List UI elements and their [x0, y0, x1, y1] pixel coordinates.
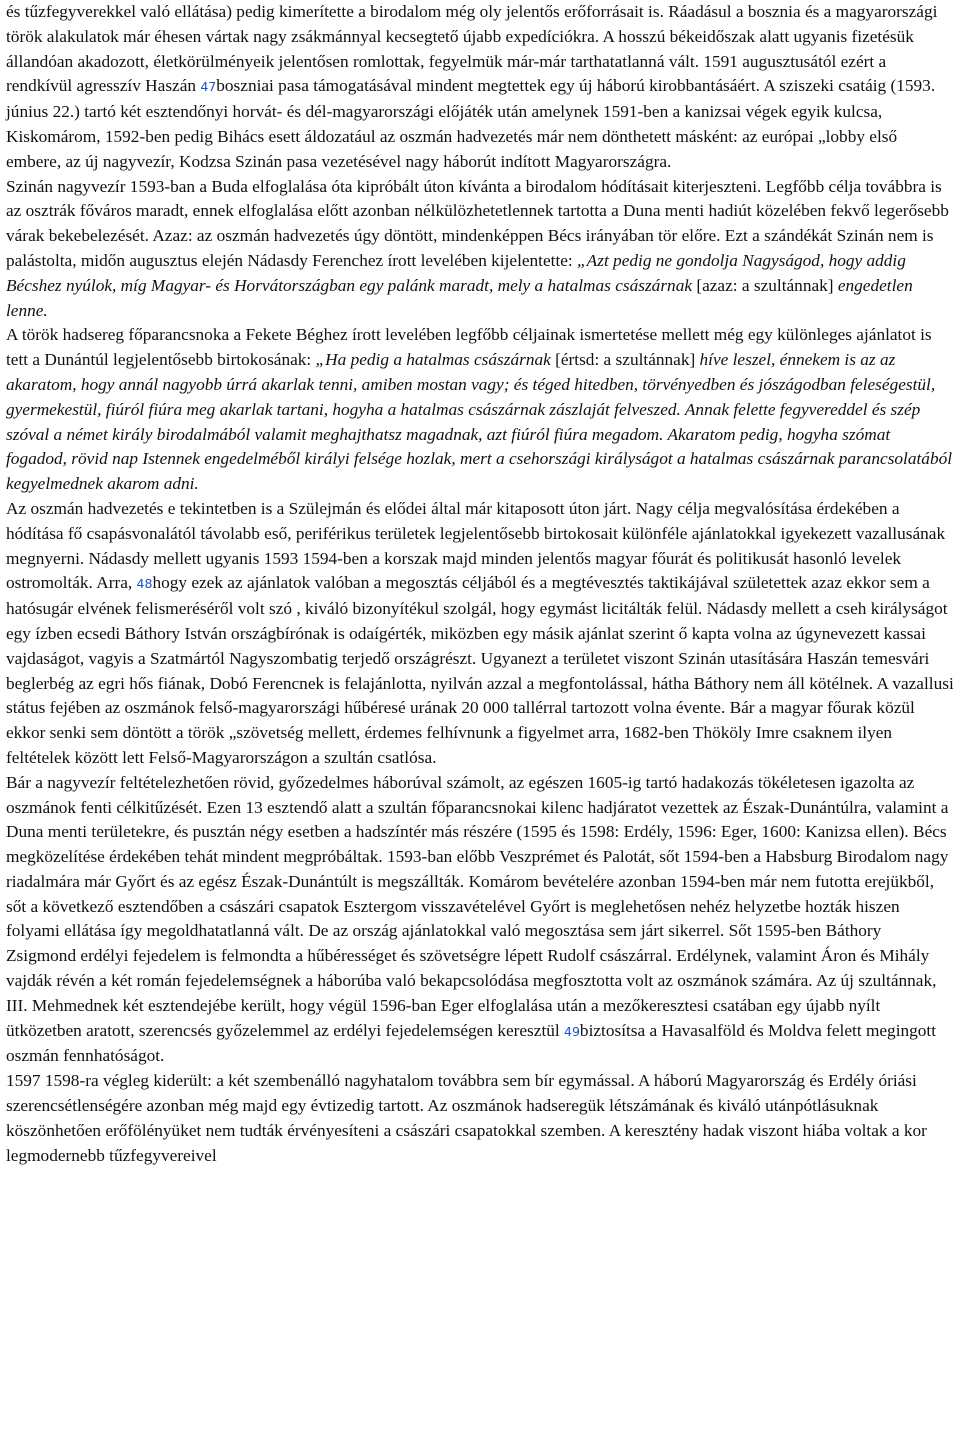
paragraph — [6, 0, 954, 175]
quoted-text: híve leszel, énnekem is az az akaratom, hogy annál nagyobb úrrá akarlak tenni, amiben mostan vagy; és téged hitedben, törvényedben és jószágodban feleségestül, gyermekestül, fiúról fiúra meg akarlak tartani, hogyha a hatalmas császárnak zászlaját felveszed. Annak felette fegyvereddel és szép szóval a német király birodalmából valamit meghajthatsz magadnak, azt fiúról fiúra megadom. Akaratom pedig, hogyha szómat fogadod, rövid nap Istennek engedelméből királyi felsége hozlak, mert a csehországi királyságot a hatalmas császárnak parancsolatából kegyelmednek akarom adni. — [6, 350, 953, 494]
body-text: Az oszmán hadvezetés e tekintetben is a Szülejmán és elődei által már kitaposott úton járt. Nagy célja megvalósítása érdekében a hódítása fő csapásvonalától távolabb eső, periférikus területek legjelentősebb birtokosait különféle ajánlatokkal igyekezett vazallusának megnyerni. Nádasdy mellett ugyanis 1593 1594-ben a korszak majd minden jelentős magyar főurát és politikusát hasonló levelek ostromolták. Arra, — [6, 498, 946, 593]
quoted-text: engedetlen lenne. — [6, 275, 913, 320]
quoted-text: „Azt pedig ne gondolja Nagyságod, hogy addig Bécshez nyúlok, míg Magyar- és Horvátországban egy palánk maradt, mely a hatalmas császárnak — [6, 250, 906, 295]
body-text: [értsd: a szultánnak] — [555, 350, 700, 370]
body-text: hogy ezek az ajánlatok valóban a megosztás céljából és a megtévesztés taktikájával születettek azaz ekkor sem a hatósugár elvének felismeréséről volt szó , kiváló bizonyítékul szolgál, hogy egymást licitálták felül. Nádasdy mellett a cseh királyságot egy ízben ecsedi Báthory István országbírónak is odaígérték, miközben egy másik ajánlat szerint ő kapta volna az úgynevezett kassai vajdaságot, vagyis a Szatmártól Nagyszombatig terjedő országrészt. Ugyanezt a területet viszont Szinán utasítására Haszán temesvári beglerbég az egri hős fiának, Dobó Ferencnek is felajánlotta, nyilván azzal a megfontolással, hátha Báthory nem áll kötélnek. A vazallusi státus fejében az oszmánok felső-magyarországi hűbéresé urának 20 000 tallérral tartozott volna évente. Bár a magyar főurak közül ekkor senki sem döntött a török „szövetség mellett, érdemes felhívnunk a figyelmet arra, 1682-ben Thököly Imre csaknem ilyen feltételek között lett Felső-Magyarországon a szultán csatlósa. — [6, 573, 954, 767]
body-text: Szinán nagyvezír 1593-ban a Buda elfoglalása óta kipróbált úton kívánta a birodalom hódításait kiterjeszteni. Legfőbb célja továbbra is az osztrák főváros maradt, ennek elfoglalása előtt azonban nélkülözhetetlennek tartotta a Duna menti hadiút közelében fekvő legerősebb várak bekebelezését. Azaz: az oszmán hadvezetés úgy döntött, mindenképpen Bécs irányában tör előre. Ezt a szándékát Szinán nem is palástolta, midőn augusztus elején Nádasdy Ferenchez írott levelében kijelentette: — [6, 176, 949, 270]
body-text: és tűzfegyverekkel való ellátása) pedig kimerítette a birodalom még oly jelentős erőforrásait is. Ráadásul a bosznia és a magyarországi török alakulatok már éhesen vártak nagy zsákmánnyal kecsegtető újabb expedíciókra. A hosszú békeidőszak alatt ugyanis fizetésük állandóan akadozott, életkörülményeik jelentősen romlottak, fegyelmük már-már tarthatatlanná vált. 1591 augusztusától ezért a rendkívül agresszív Haszán — [6, 2, 938, 96]
paragraph — [6, 323, 954, 497]
paragraph — [6, 1069, 954, 1168]
paragraph — [6, 497, 954, 771]
paragraph — [6, 771, 954, 1070]
body-text: 1597 1598-ra végleg kiderült: a két szembenálló nagyhatalom továbbra sem bír egymással. A háború Magyarország és Erdély óriási szerencsétlenségére azonban még majd egy évtizedig tartott. Az oszmánok hadseregük létszámának és kiváló utánpótlásuknak köszönhetően erőfölényüket nem tudták érvényesíteni a császári csapatokkal szemben. A keresztény hadak viszont hiába voltak a kor legmodernebb tűzfegyvereivel — [6, 1071, 927, 1165]
paragraph — [6, 175, 954, 324]
body-text: boszniai pasa támogatásával mindent megtettek egy új háború kirobbantásáért. A sziszeki csatáig (1593. június 22.) tartó két esztendőnyi horvát- és dél-magyarországi előjáték után amelynek 1591-ben a kanizsai végek egyik kulcsa, Kiskomárom, 1592-ben pedig Bihács esett áldozatául az oszmán hadvezetés már nem dönthetett másként: az európai „lobby első embere, az új nagyvezír, Kodzsa Szinán pasa vezetésével nagy háborút indított Magyarországra. — [6, 76, 936, 171]
body-text: Bár a nagyvezír feltételezhetően rövid, győzedelmes háborúval számolt, az egészen 1605-ig tartó hadakozás tökéletesen igazolta az oszmánok fenti célkitűzését. Ezen 13 esztendő alatt a szultán főparancsnokai kilenc hadjáratot vezettek az Észak-Dunántúlra, valamint a Duna menti területekre, és pusztán négy esetben a hadszíntér más részére (1595 és 1598: Erdély, 1596: Eger, 1600: Kanizsa ellen). Bécs megközelítése érdekében tehát mindent megpróbáltak. 1593-ban előbb Veszprémet és Palotát, sőt 1594-ben a Habsburg Birodalom nagy riadalmára már Győrt és az egész Észak-Dunántúlt is megszállták. Komárom bevételére azonban 1594-ben már nem futotta erejükből, sőt a következő esztendőben a császári csapatok Esztergom visszavételével Győrt is meglehetősen nehéz helyzetbe hozták hiszen folyami ellátása így megoldhatatlanná vált. De az ország ajánlatokkal való megosztása sem járt sikerrel. Sőt 1595-ben Báthory Zsigmond erdélyi fejedelem is felmondta a hűbérességet és szövetségre lépett Rudolf császárral. Erdélynek, valamint Áron és Mihály vajdák révén a két román fejedelemségnek a háborúba való bekapcsolódása megfosztotta volt az oszmánok számára. Az új szultánnak, III. Mehmednek két esztendejébe került, hogy végül 1596-ban Eger elfoglalása után a mezőkeresztesi csatában egy újabb nyílt ütközetben aratott, szerencsés győzelemmel az erdélyi fejedelemségen keresztül — [6, 772, 949, 1040]
body-text: [azaz: a szultánnak] — [696, 275, 838, 295]
footnote-marker[interactable]: 49 — [564, 1023, 580, 1039]
body-text: A török hadsereg főparancsnoka a Fekete Béghez írott levelében legfőbb céljainak ismertetése mellett még egy különleges ajánlatot is tett a Dunántúl legjelentősebb birtokosának: — [6, 325, 932, 370]
body-text: biztosítsa a Havasalföld és Moldva felett megingott oszmán fennhatóságot. — [6, 1020, 937, 1066]
footnote-marker[interactable]: 48 — [136, 576, 153, 592]
quoted-text: „Ha pedig a hatalmas császárnak — [315, 350, 556, 370]
footnote-marker[interactable]: 47 — [200, 79, 217, 95]
